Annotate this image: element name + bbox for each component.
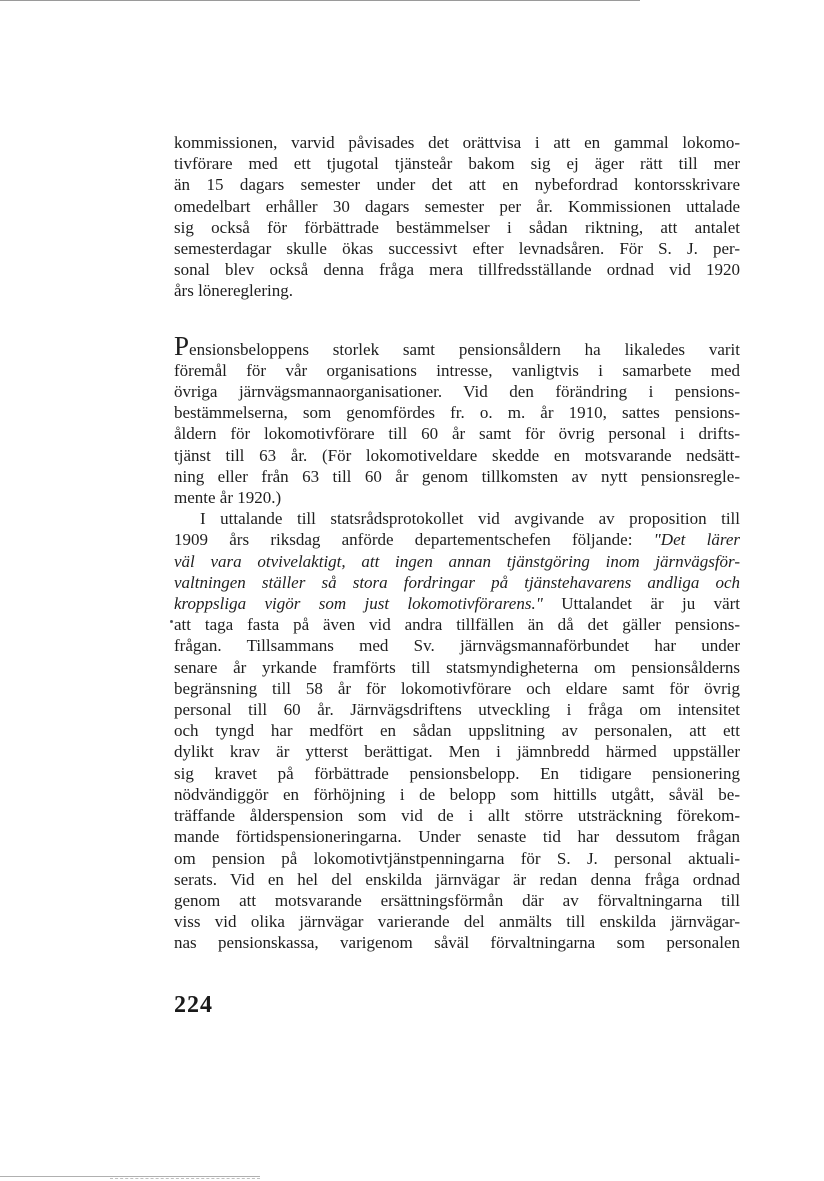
text-line: föremål för vår organisations intresse, vanligtvis i samarbete med — [174, 360, 740, 380]
text-line: personal till 60 år. Järnvägsdriftens utveckling i fråga om intensitet — [174, 700, 740, 720]
quote-line: väl vara otvivelaktigt, att ingen annan tjänstgöring inom järnvägsför- — [174, 551, 740, 571]
text-line: semesterdagar skulle ökas successivt efter levnadsåren. För S. J. per- — [174, 239, 740, 259]
quote-run: kroppsliga vigör som just lokomotivförarens." — [174, 594, 543, 614]
text-line: än 15 dagars semester under det att en nybefordrad kontorsskrivare — [174, 175, 740, 195]
text-line-mixed — [174, 529, 740, 550]
paragraph-1 — [174, 132, 740, 302]
text-line: sonal blev också denna fråga mera tillfredsställande ordnad vid 1920 — [174, 260, 740, 280]
text-line: tjänst till 63 år. (För lokomotiveldare skedde en motsvarande nedsätt- — [174, 445, 740, 465]
scan-edge-bottom — [0, 1176, 260, 1177]
paragraph-3 — [174, 508, 740, 953]
text-line: bestämmelserna, som genomfördes fr. o. m. år 1910, sattes pensions- — [174, 403, 740, 423]
text-line: senare år yrkande framförts till statsmyndigheterna om pensionsålderns — [174, 657, 740, 677]
text-line: ning eller från 63 till 60 år genom tillkomsten av nytt pensionsregle- — [174, 466, 740, 486]
text-line: omedelbart erhåller 30 dagars semester per år. Kommissionen uttalade — [174, 196, 740, 216]
text-line: års lönereglering. — [174, 281, 293, 301]
text-line: tivförare med ett tjugotal tjänsteår bakom sig ej äger rätt till mer — [174, 154, 740, 174]
text-line: att taga fasta på även vid andra tillfällen än då det gäller pensions- — [174, 615, 740, 635]
first-line-rest: ensionsbeloppens storlek samt pensionsåldern ha likaledes varit — [189, 339, 740, 359]
text-line: sig kravet på förbättrade pensionsbelopp. En tidigare pensionering — [174, 763, 740, 783]
quote-run: "Det lärer — [653, 530, 740, 550]
scan-edge-bottom-dashes — [110, 1178, 260, 1179]
text-run: 1909 års riksdag anförde departementschefen följande: — [174, 530, 654, 550]
text-line: och tyngd har medfört en sådan uppslitning av personalen, att ett — [174, 721, 740, 741]
page-body — [174, 132, 740, 954]
text-line: dylikt krav är ytterst berättigat. Men i jämnbredd härmed uppställer — [174, 742, 740, 762]
text-line-with-initial — [174, 330, 740, 361]
scan-edge-top — [0, 0, 640, 1]
text-line: nas pensionskassa, varigenom såväl förvaltningarna som personalen — [174, 933, 740, 953]
text-line: träffande ålderspension som vid de i allt större utsträckning förekom- — [174, 806, 740, 826]
text-line-mixed — [174, 593, 740, 614]
text-line: I uttalande till statsrådsprotokollet vid avgivande av proposition till — [200, 509, 740, 529]
text-line: om pension på lokomotivtjänstpenningarna för S. J. personal aktuali- — [174, 848, 740, 868]
text-line: övriga järnvägsmannaorganisationer. Vid den förändring i pensions- — [174, 382, 740, 402]
text-line: kommissionen, varvid påvisades det orättvisa i att en gammal lokomo- — [174, 133, 740, 152]
text-line: frågan. Tillsammans med Sv. järnvägsmannaförbundet har under — [174, 636, 740, 656]
text-line: begränsning till 58 år för lokomotivförare och eldare samt för övrig — [174, 678, 740, 698]
margin-mark — [170, 620, 173, 623]
initial-letter: P — [174, 330, 190, 361]
text-line: viss vid olika järnvägar varierande del anmälts till enskilda järnvägar- — [174, 912, 740, 932]
text-line: åldern för lokomotivförare till 60 år samt för övrig personal i drifts- — [174, 424, 740, 444]
page-number: 224 — [174, 992, 213, 1018]
text-line: nödvändiggör en förhöjning i de belopp som hittills utgått, såväl be- — [174, 784, 740, 804]
text-run: Uttalandet är ju värt — [542, 594, 741, 614]
quote-line: valtningen ställer så stora fordringar på tjänstehavarens andliga och — [174, 572, 740, 592]
text-line: serats. Vid en hel del enskilda järnvägar är redan denna fråga ordnad — [174, 869, 740, 889]
section-gap — [174, 302, 740, 337]
text-line: mente år 1920.) — [174, 488, 282, 508]
text-line: genom att motsvarande ersättningsförmån där av förvaltningarna till — [174, 890, 740, 910]
paragraph-2 — [174, 330, 740, 509]
text-line: sig också för förbättrade bestämmelser i sådan riktning, att antalet — [174, 217, 740, 237]
text-line: mande förtidspensioneringarna. Under senaste tid har dessutom frågan — [174, 827, 740, 847]
